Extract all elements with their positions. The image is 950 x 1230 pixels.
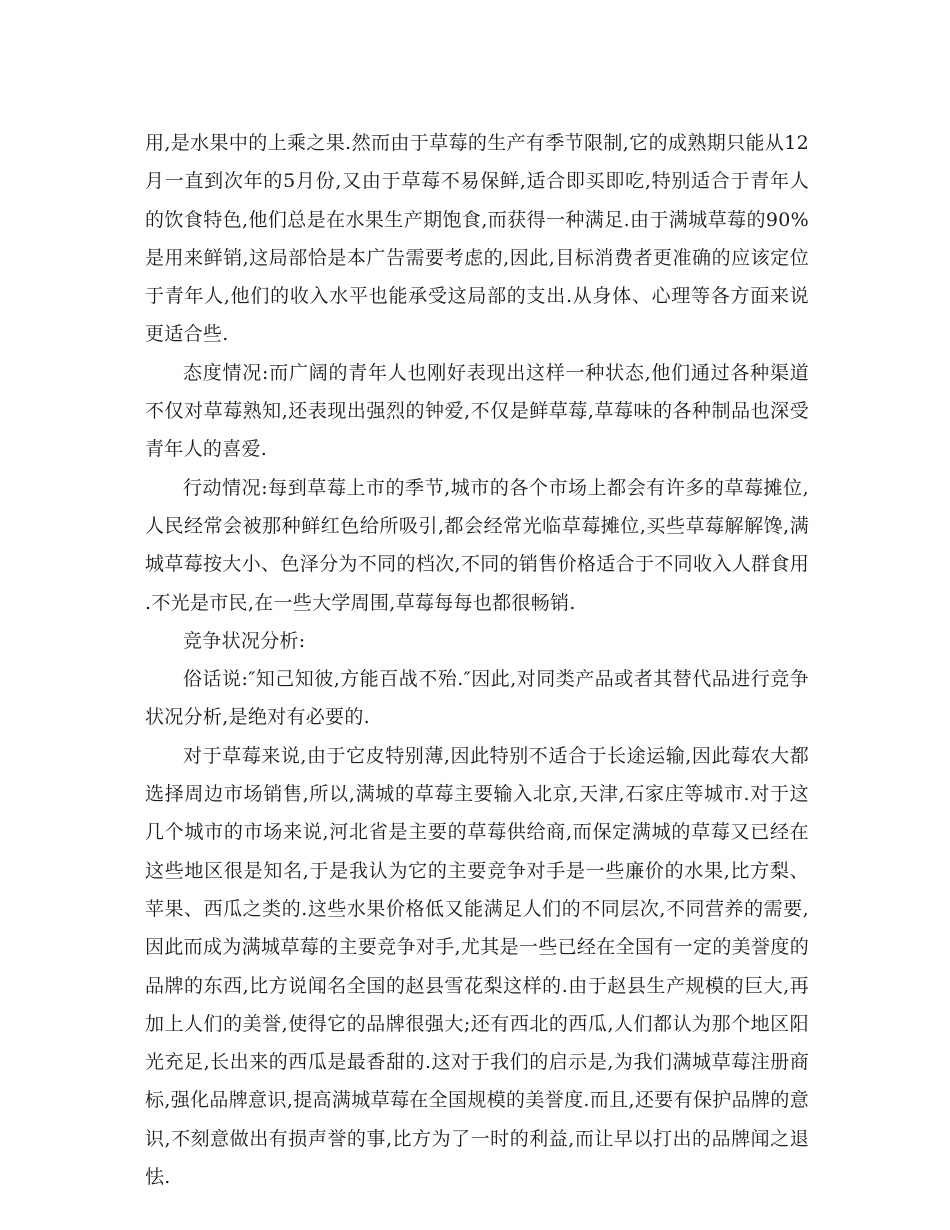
paragraph-competition-analysis: 对于草莓来说,由于它皮特别薄,因此特别不适合于长途运输,因此莓农大都选择周边市场销售,所以,满城的草莓主要输入北京,天津,石家庄等城市.对于这几个城市的市场来说,河北省是主要的草莓供给商,而保定满城的草莓又已经在这些地区很是知名,于是我认为它的主要竞争对手是一些廉价的水果,比方梨、苹果、西瓜之类的.这些水果价格低又能满足人们的不同层次,不同营养的需要,因此而成为满城草莓的主要竞争对手,尤其是一些已经在全国有一定的美誉度的品牌的东西,比方说闻名全国的赵县雪花梨这样的.由于赵县生产规模的巨大,再加上人们的美誉,使得它的品牌很强大;还有西北的西瓜,人们都认为那个地区阳光充足,长出来的西瓜是最香甜的.这对于我们的启示是,为我们满城草莓注册商标,强化品牌意识,提高满城草莓在全国规模的美誉度.而且,还要有保护品牌的意识,不刻意做出有损声誉的事,比方为了一时的利益,而让早以打出的品牌闻之退怯.	[145, 744, 809, 1189]
paragraph-attitude: 态度情况:而广阔的青年人也刚好表现出这样一种状态,他们通过各种渠道不仅对草莓熟知,还表现出强烈的钟爱,不仅是鲜草莓,草莓味的各种制品也深受青年人的喜爱.	[145, 361, 809, 461]
paragraph-proverb: 俗话说:″知己知彼,方能百战不殆.″因此,对同类产品或者其替代品进行竞争状况分析,是绝对有必要的.	[145, 668, 809, 729]
body-text	[145, 124, 809, 1196]
section-heading-competition: 竞争状况分析:	[183, 629, 306, 652]
paragraph-behavior: 行动情况:每到草莓上市的季节,城市的各个市场上都会有许多的草莓摊位,人民经常会被那种鲜红色给所吸引,都会经常光临草莓摊位,买些草莓解解馋,满城草莓按大小、色泽分为不同的档次,不同的销售价格适合于不同收入人群食用.不光是市民,在一些大学周围,草莓每每也都很畅销.	[145, 476, 809, 614]
paragraph-target-audience: 用,是水果中的上乘之果.然而由于草莓的生产有季节限制,它的成熟期只能从12月一直到次年的5月份,又由于草莓不易保鲜,适合即买即吃,特别适合于青年人的饮食特色,他们总是在水果生产期饱食,而获得一种满足.由于满城草莓的90%是用来鲜销,这局部恰是本广告需要考虑的,因此,目标消费者更准确的应该定位于青年人,他们的收入水平也能承受这局部的支出.从身体、心理等各方面来说更适合些.	[145, 132, 809, 346]
